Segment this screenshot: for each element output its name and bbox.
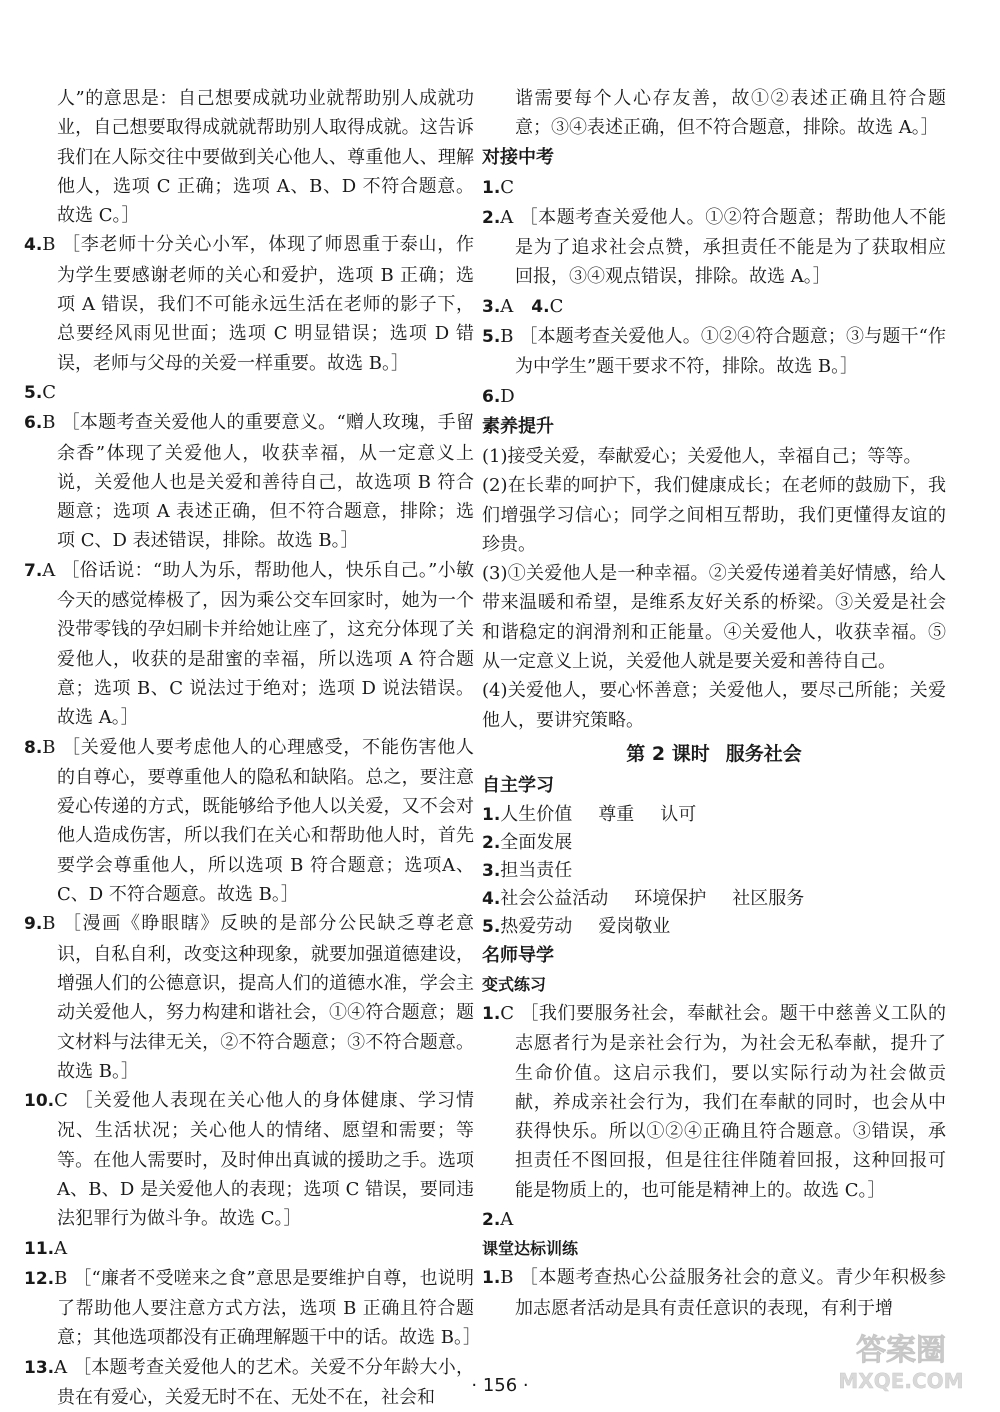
item-number: 6. [24,413,43,434]
answer-item-4 [24,230,474,377]
answer-item-9 [24,909,474,1086]
item-number: 8. [24,737,43,758]
item-number: 3. [482,296,501,317]
item-number: 4. [531,296,550,317]
item-number: 1. [482,177,501,198]
suyang-para-3: (3)①关爱他人是一种幸福。②关爱传递着美好情感，给人带来温暖和希望，是维系友好关系的桥梁。③关爱是社会和谐稳定的润滑剂和正能量。④关爱他人，收获幸福。⑤从一定意义上说，关爱他人就是要关爱和善待自己。 [482,563,946,673]
item-number: 13. [24,1357,55,1378]
left-column [24,84,481,1412]
item-text: A [500,295,532,317]
item-text: B ［本题考查热心公益服务社会的意义。青少年积极参加志愿者活动是具有责任意识的表现，有利于增 [500,1267,946,1319]
item-text: B ［李老师十分关心小军，体现了师恩重于泰山，作为学生要感谢老师的关心和爱护，选项 B 正确；选项 A 错误，我们不可能永远生活在老师的影子下，总要经风雨见世面；选项 C 明显错误；选项 D 错误，老师与父母的关爱一样重要。故选 B。］ [42,234,474,374]
watermark-text-url: MXQE.COM [838,1369,964,1393]
variant-item-1 [482,999,946,1205]
fill-answer: 爱岗敬业 [598,915,671,937]
right-continuation: 谐需要每个人心存友善，故①②表述正确且符合题意；③④表述正确，但不符合题意，排除。故选 A。］ [515,88,946,139]
item-text: C [500,176,515,198]
item-number: 1. [482,1003,501,1024]
item-text: C [549,295,564,317]
subsection-title-ketang: 课堂达标训练 [482,1239,579,1259]
section-title-zizhu: 自主学习 [482,774,554,796]
page-number: · 156 · [471,1375,529,1396]
fill-answer: 尊重 [598,803,635,825]
answer-item-11 [24,1234,474,1264]
exam-item-5 [482,322,946,382]
subsection-title-bianshi: 变式练习 [482,974,547,994]
answer-item-6 [24,408,474,555]
fill-item-5 [482,913,946,941]
item-text: B ［本题考查关爱他人。①②④符合题意；③与题干“作为中学生”题干要求不符，排除。故选 B。］ [500,326,946,378]
item-number: 4. [482,888,501,909]
item-number: 7. [24,560,43,581]
item-number: 12. [24,1268,55,1289]
item-number: 5. [482,916,501,937]
variant-item-2 [482,1205,946,1235]
item-text: C ［我们要服务社会，奉献社会。题干中慈善义工队的志愿者行为是亲社会行为，为社会无私奉献，提升了生命价值。这启示我们，要以实际行动为社会做贡献，养成亲社会行为，我们在奉献的同时，也会从中获得快乐。所以①②④正确且符合题意。③错误，承担责任不图回报，但是往往伴随着回报，这种回报可能是物质上的，也可能是精神上的。故选 C。］ [500,1002,946,1201]
fill-item-1 [482,801,946,829]
item-number: 5. [24,382,43,403]
answer-item-12 [24,1264,481,1353]
item-text: B ［“廉者不受嗟来之食”意思是要维护自尊，也说明了帮助他人要注意方式方法，选项 B 正确且符合题意；其他选项都没有正确理解题干中的话。故选 B。］ [54,1267,481,1349]
item-number: 9. [24,914,43,935]
answer-item-10 [24,1086,474,1233]
item-number: 2. [482,832,501,853]
item-text: A [54,1237,68,1259]
item-text: B ［本题考查关爱他人的重要意义。“赠人玫瑰，手留余香”体现了关爱他人，收获幸福，从一定意义上说，关爱他人也是关爱和善待自己，故选项 B 符合题意；选项 A 表述正确，但不符合题意，排除；选项 C、D 表述错误，排除。故选 B。］ [42,412,474,552]
left-continuation: 人”的意思是：自己想要成就功业就帮助别人成就功业，自己想要取得成就就帮助别人取得成就。这告诉我们在人际交往中要做到关心他人、尊重他人、理解他人，选项 C 正确；选项 A、B、D 不符合题意。故选 C。］ [57,88,474,227]
item-text: D [500,385,515,407]
item-text: A ［本题考查关爱他人的艺术。关爱不分年龄大小，贵在有爱心，关爱无时不在、无处不在，社会和 [54,1356,474,1409]
item-text: B ［关爱他人要考虑他人的心理感受，不能伤害他人的自尊心，要尊重他人的隐私和缺陷。总之，要注意爱心传递的方式，既能够给予他人以关爱，又不会对他人造成伤害，所以我们在关心和帮助他人时，首先要学会尊重他人，所以选项 B 符合题意；选项A、C、D 不符合题意。故选 B。］ [42,736,474,906]
suyang-para-4: (4)关爱他人，要心怀善意；关爱他人，要尽己所能；关爱他人，要讲究策略。 [482,680,946,731]
section-title-mingshi: 名师导学 [482,944,554,966]
exam-item-1 [482,173,946,203]
item-number: 10. [24,1091,55,1112]
watermark-logo [816,1326,986,1396]
item-text: A ［俗话说：“助人为乐，帮助他人，快乐自己。”小敏今天的感觉棒极了，因为乘公交车回家时，她为一个没带零钱的孕妇刷卡并给她让座了，这充分体现了关爱他人，收获的是甜蜜的幸福，所以选项 A 符合题意；选项 B、C 说法过于绝对；选项 D 说法错误。故选 A。］ [42,559,474,729]
exam-item-6 [482,382,946,412]
lesson-number: 第 2 课时 [626,742,710,765]
item-text: C [42,381,57,403]
fill-answer: 环境保护 [634,887,707,909]
fill-answer: 社会公益活动 [500,887,609,909]
fill-item-4 [482,885,946,913]
exam-item-3-4 [482,292,946,322]
item-number: 5. [482,327,501,348]
lesson-name: 服务社会 [725,742,802,765]
fill-item-3 [482,857,946,885]
item-text: A ［本题考查关爱他人。①②符合题意；帮助他人不能是为了追求社会点赞，承担责任不能是为了获取相应回报，③④观点错误，排除。故选 A。］ [500,206,946,288]
watermark-text-cn: 答案圈 [856,1333,946,1368]
item-number: 2. [482,207,501,228]
classroom-item-1 [482,1263,946,1323]
fill-answer: 认可 [660,803,697,825]
right-column [482,84,946,1323]
item-number: 2. [482,1210,501,1231]
fill-answer: 全面发展 [500,831,573,853]
section-title-suyang: 素养提升 [482,415,554,437]
item-text: A [500,1209,514,1231]
fill-answer: 人生价值 [500,803,573,825]
fill-item-2 [482,829,946,857]
item-number: 3. [482,860,501,881]
suyang-para-2: (2)在长辈的呵护下，我们健康成长；在老师的鼓励下，我们增强学习信心；同学之间相互帮助，我们更懂得友谊的珍贵。 [482,475,946,555]
item-text: C ［关爱他人表现在关心他人的身体健康、学习情况、生活状况；关心他人的情绪、愿望和需要；等等。在他人需要时，及时伸出真诚的援助之手。选项 A、B、D 是关爱他人的表现；选项 C 错误，要同违法犯罪行为做斗争。故选 C。］ [54,1090,474,1230]
answer-item-7 [24,556,474,733]
lesson-title [482,737,946,771]
item-number: 1. [482,804,501,825]
fill-answer: 社区服务 [732,887,805,909]
item-text: B ［漫画《睁眼瞎》反映的是部分公民缺乏尊老意识，自私自利，改变这种现象，就要加强道德建设，增强人们的公德意识，提高人们的道德水准，学会主动关爱他人，努力构建和谐社会，①④符合题意；题文材料与法律无关，②不符合题意；③不符合题意。故选 B。］ [42,913,474,1082]
item-number: 11. [24,1238,55,1259]
suyang-para-1: (1)接受关爱，奉献爱心；关爱他人，幸福自己；等等。 [482,445,922,467]
section-title-duijie: 对接中考 [482,146,554,168]
fill-answer: 担当责任 [500,859,573,881]
answer-item-5 [24,378,474,408]
item-number: 1. [482,1268,501,1289]
fill-answer: 热爱劳动 [500,915,573,937]
item-number: 6. [482,386,501,407]
exam-item-2 [482,203,946,292]
answer-item-8 [24,733,474,910]
item-number: 4. [24,235,43,256]
